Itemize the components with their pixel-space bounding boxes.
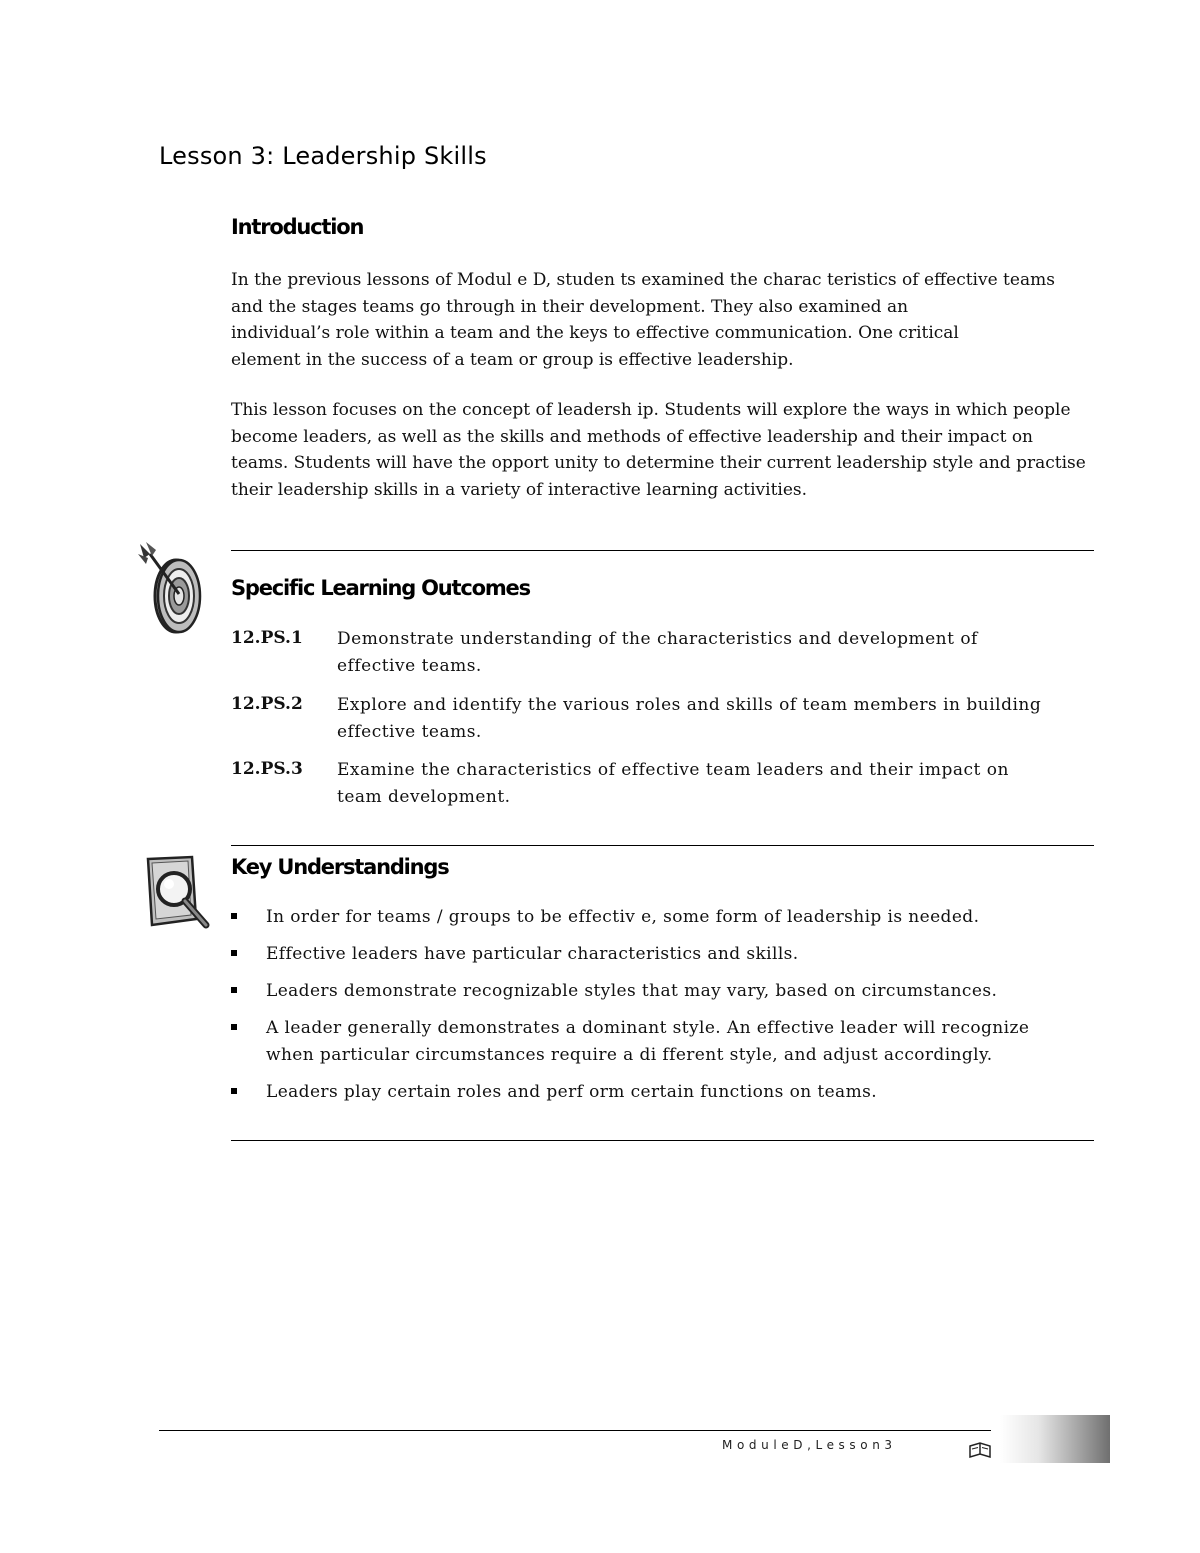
footer-label: ModuleD,Lesson3	[722, 1438, 897, 1452]
target-arrow-icon	[136, 538, 212, 636]
intro-p2-line: This lesson focuses on the concept of leadersh ip. Students will explore the ways in which people	[231, 400, 1071, 420]
outcome-text	[337, 692, 1097, 745]
outcome-text	[337, 626, 1097, 679]
bullet-icon	[231, 1024, 237, 1030]
bullet-icon	[231, 913, 237, 919]
list-item-line: Effective leaders have particular characteristics and skills.	[266, 944, 799, 964]
outcome-code: 12.PS.2	[231, 694, 303, 714]
list-item-text	[266, 904, 979, 931]
list-item-line: Leaders demonstrate recognizable styles that may vary, based on circumstances.	[266, 981, 998, 1001]
introduction-paragraph-2	[231, 397, 1091, 503]
intro-p2-line: teams. Students will have the opport unity to determine their current leadership style and practise	[231, 453, 1086, 473]
intro-p1-line: element in the success of a team or group is effective leadership.	[231, 349, 794, 370]
list-item-text	[266, 1015, 1029, 1068]
outcome-line: team development.	[337, 786, 511, 807]
outcome-code: 12.PS.1	[231, 628, 303, 648]
bullet-icon	[231, 950, 237, 956]
outcome-line: Examine the characteristics of effective team leaders and their impact on	[337, 760, 1009, 780]
list-item-line: when particular circumstances require a di fferent style, and adjust accordingly.	[266, 1044, 993, 1065]
section-divider	[231, 1140, 1094, 1141]
outcome-line: Demonstrate understanding of the characteristics and development of	[337, 629, 978, 649]
bullet-icon	[231, 987, 237, 993]
open-book-icon	[968, 1440, 992, 1460]
intro-p2-line: their leadership skills in a variety of interactive learning activities.	[231, 479, 808, 500]
list-item-text	[266, 941, 799, 968]
outcome-code: 12.PS.3	[231, 759, 303, 779]
outcome-line: Explore and identify the various roles and skills of team members in building	[337, 695, 1042, 715]
section-divider	[231, 550, 1094, 551]
outcome-line: effective teams.	[337, 721, 482, 742]
list-item-text	[266, 1079, 877, 1106]
magnifying-glass-icon	[138, 855, 214, 933]
lesson-title: Lesson 3: Leadership Skills	[159, 142, 487, 170]
key-understandings-heading: Key Understandings	[231, 855, 449, 879]
bullet-icon	[231, 1088, 237, 1094]
intro-p1-line: and the stages teams go through in their development. They also examined an	[231, 296, 909, 317]
list-item-line: In order for teams / groups to be effectiv e, some form of leadership is needed.	[266, 907, 980, 927]
outcome-line: effective teams.	[337, 655, 482, 676]
intro-p1-line: In the previous lessons of Modul e D, studen ts examined the charac teristics of effective teams	[231, 270, 1055, 290]
footer-gradient-bar	[1000, 1415, 1110, 1463]
introduction-heading: Introduction	[231, 215, 364, 239]
outcome-text	[337, 757, 1097, 810]
intro-p2-line: become leaders, as well as the skills and methods of effective leadership and their impact on	[231, 426, 1033, 447]
list-item-text	[266, 978, 997, 1005]
intro-p1-line: individual’s role within a team and the keys to effective communication. One critical	[231, 323, 959, 343]
introduction-paragraph-1	[231, 267, 1091, 373]
list-item-line: Leaders play certain roles and perf orm certain functions on teams.	[266, 1082, 878, 1102]
section-divider	[231, 845, 1094, 846]
list-item-line: A leader generally demonstrates a dominant style. An effective leader will recognize	[266, 1018, 1030, 1038]
outcomes-heading: Specific Learning Outcomes	[231, 576, 530, 600]
footer-rule	[159, 1430, 991, 1431]
